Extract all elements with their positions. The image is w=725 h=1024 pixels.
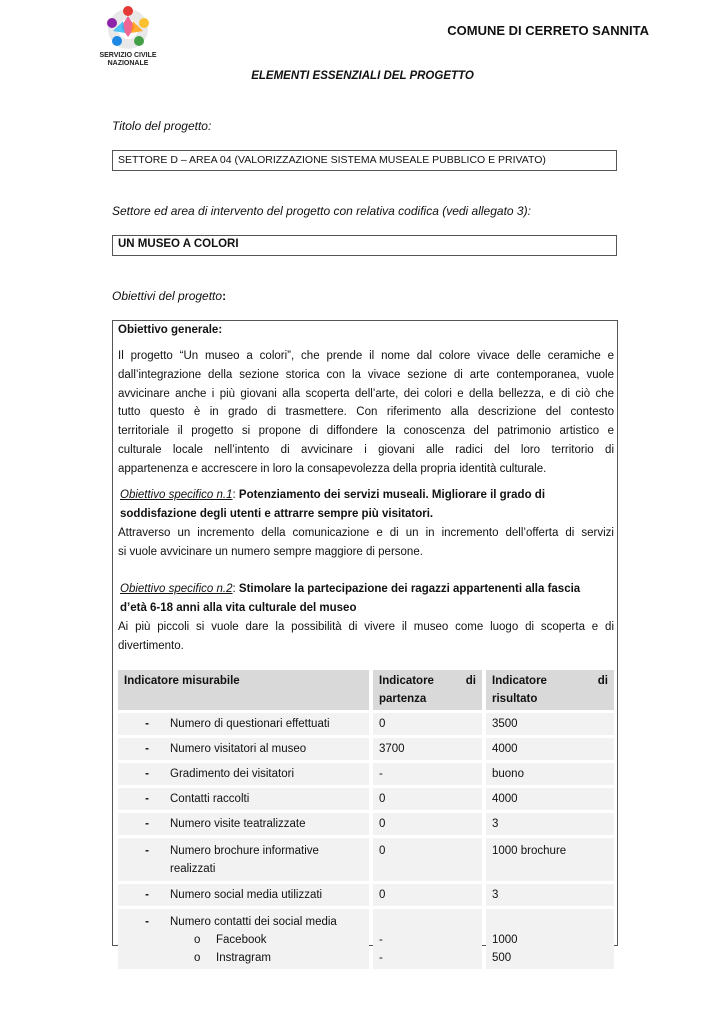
table-row: - Gradimento dei visitatori - buono <box>118 763 614 785</box>
header-indicator: Indicatore misurabile <box>118 670 369 710</box>
table-row: - Numero visite teatralizzate 0 3 <box>118 813 614 835</box>
general-objective-title: Obiettivo generale: <box>118 324 223 336</box>
project-title-label: Titolo del progetto: <box>112 119 212 133</box>
indicators-table <box>118 670 614 972</box>
project-title-field: SETTORE D – AREA 04 (VALORIZZAZIONE SISTEMA MUSEALE PUBBLICO E PRIVATO) <box>112 150 617 171</box>
objectives-label: Obiettivi del progetto: <box>112 289 227 303</box>
table-row: - Numero di questionari effettuati 0 3500 <box>118 713 614 735</box>
specific-objective-1-text: Attraverso un incremento della comunicazione e di un in incremento dell’offerta di servizi si vuole avvicinare un numero sempre maggiore di persone. <box>118 527 614 558</box>
general-objective-text: Il progetto “Un museo a colori”, che prende il nome dal colore vivace delle ceramiche e dall’integrazione della sezione storica con la vivace sezione di arte contemporanea, vuole avvicinare anche i più giovani alla scoperta dell’arte, dei colori e della bellezza, e di ciò che tutto questo è in grado di trasmettere. Con riferimento alla descrizione del contesto territoriale il progetto si propone di diffondere la conoscenza del patrimonio artistico e culturale locale nell’intento di avvicinare i giovani alle radici del loro territorio di appartenenza e accrescere in loro la consapevolezza della propria identità culturale. <box>118 350 614 475</box>
document-title: ELEMENTI ESSENZIALI DEL PROGETTO <box>251 70 474 82</box>
sector-field: UN MUSEO A COLORI <box>112 235 617 256</box>
table-header-row <box>118 670 614 710</box>
logo-caption: SERVIZIO CIVILE NAZIONALE <box>99 52 157 67</box>
header-result: Indicatore di risultato <box>486 670 614 710</box>
specific-objective-2-text: Ai più piccoli si vuole dare la possibilità di vivere il museo come luogo di scoperta e di divertimento. <box>118 621 614 652</box>
table-row: - Numero contatti dei social media o Facebook o Instragram - - 1000 500 <box>118 909 614 969</box>
objectives-box <box>112 320 618 964</box>
header-start: Indicatore di partenza <box>373 670 482 710</box>
specific-objective-2: Obiettivo specifico n.2: Stimolare la partecipazione dei ragazzi appartenenti alla fascia d’età 6-18 anni alla vita culturale del museo <box>120 583 581 614</box>
table-row: - Numero visitatori al museo 3700 4000 <box>118 738 614 760</box>
sector-label: Settore ed area di intervento del progetto con relativa codifica (vedi allegato 3): <box>112 204 531 218</box>
table-row: - Numero brochure informative realizzati 0 1000 brochure <box>118 838 614 881</box>
table-row: - Numero social media utilizzati 0 3 <box>118 884 614 906</box>
specific-objective-1: Obiettivo specifico n.1: Potenziamento dei servizi museali. Migliorare il grado di soddisfazione degli utenti e attrarre sempre più visitatori. <box>120 489 546 520</box>
municipality-name: COMUNE DI CERRETO SANNITA <box>447 23 649 38</box>
table-row: - Contatti raccolti 0 4000 <box>118 788 614 810</box>
